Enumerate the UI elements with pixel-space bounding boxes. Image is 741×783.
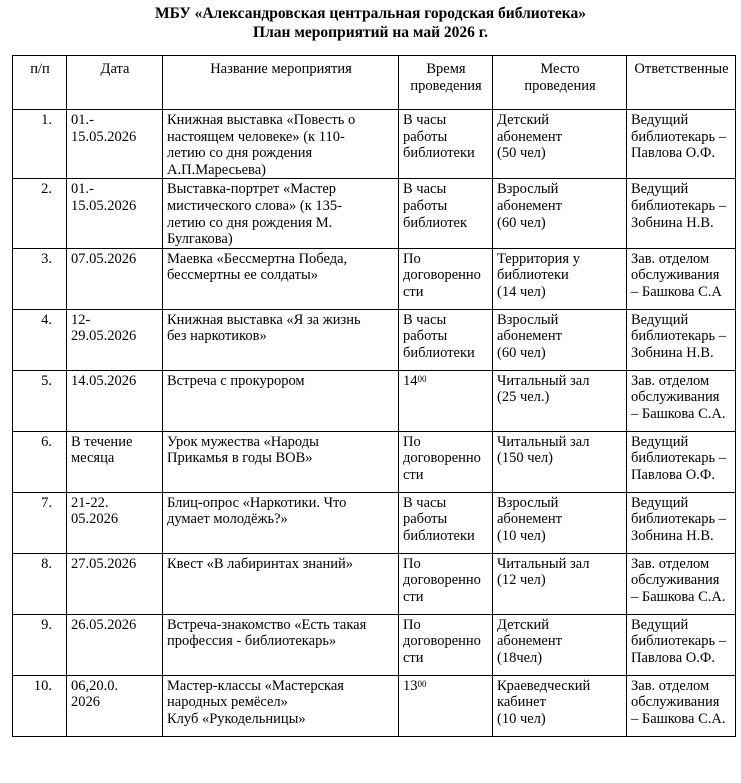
cell-event-name: Выставка-портрет «Мастер мистического слова» (к 135- летию со дня рождения М. Булгакова) [163,179,399,248]
plan-title: План мероприятий на май 2026 г. [253,24,488,41]
cell-place: Детский абонемент (18чел) [493,614,627,675]
cell-number: 6. [13,431,67,492]
cell-place: Читальный зал (25 чел.) [493,370,627,431]
cell-event-name: Встреча с прокурором [163,370,399,431]
cell-date: В течение месяца [67,431,163,492]
table-row [13,431,736,492]
table-row [13,675,736,736]
col-header-date: Дата [67,56,163,110]
cell-responsible: Ведущий библиотекарь – Зобнина Н.В. [627,492,736,553]
time-hours: 14 [403,372,418,389]
cell-time [399,675,493,736]
table-row [13,370,736,431]
time-minutes: 00 [417,678,427,689]
col-header-event-name: Название мероприятия [163,56,399,110]
cell-number: 10. [13,675,67,736]
cell-date: 06,20.0. 2026 [67,675,163,736]
cell-place: Взрослый абонемент (10 чел) [493,492,627,553]
cell-date: 14.05.2026 [67,370,163,431]
col-header-responsible: Ответственные [627,56,736,110]
col-header-number: п/п [13,56,67,110]
cell-time: По договоренно сти [399,431,493,492]
cell-date: 01.- 15.05.2026 [67,179,163,248]
cell-time: В часы работы библиотеки [399,110,493,179]
cell-number: 7. [13,492,67,553]
table-row [13,309,736,370]
cell-place: Взрослый абонемент (60 чел) [493,309,627,370]
cell-date: 27.05.2026 [67,553,163,614]
cell-date: 12- 29.05.2026 [67,309,163,370]
cell-number: 5. [13,370,67,431]
time-hours: 13 [403,677,418,694]
cell-event-name: Блиц-опрос «Наркотики. Что думает молодёжь?» [163,492,399,553]
events-table [12,55,736,737]
cell-event-name: Книжная выставка «Я за жизнь без наркотиков» [163,309,399,370]
cell-responsible: Зав. отделом обслуживания – Башкова С.А. [627,675,736,736]
cell-date: 26.05.2026 [67,614,163,675]
cell-time: В часы работы библиотеки [399,309,493,370]
cell-number: 1. [13,110,67,179]
cell-number: 9. [13,614,67,675]
cell-number: 4. [13,309,67,370]
cell-event-name: Урок мужества «Народы Прикамья в годы ВОВ» [163,431,399,492]
col-header-place: Место проведения [493,56,627,110]
cell-place: Детский абонемент (50 чел) [493,110,627,179]
cell-responsible: Зав. отделом обслуживания – Башкова С.А [627,248,736,309]
cell-event-name: Квест «В лабиринтах знаний» [163,553,399,614]
cell-time: По договоренно сти [399,248,493,309]
cell-responsible: Ведущий библиотекарь – Павлова О.Ф. [627,110,736,179]
cell-time: По договоренно сти [399,614,493,675]
cell-time: В часы работы библиотек [399,179,493,248]
cell-responsible: Ведущий библиотекарь – Павлова О.Ф. [627,614,736,675]
cell-event-name: Книжная выставка «Повесть о настоящем человеке» (к 110- летию со дня рождения А.П.Маресьева) [163,110,399,179]
cell-responsible: Ведущий библиотекарь – Павлова О.Ф. [627,431,736,492]
cell-number: 2. [13,179,67,248]
cell-number: 3. [13,248,67,309]
table-header-row [13,56,736,110]
cell-time [399,370,493,431]
table-row [13,553,736,614]
col-header-time: Время проведения [399,56,493,110]
cell-place: Краеведческий кабинет (10 чел) [493,675,627,736]
cell-date: 07.05.2026 [67,248,163,309]
cell-responsible: Зав. отделом обслуживания – Башкова С.А. [627,553,736,614]
cell-number: 8. [13,553,67,614]
table-row [13,110,736,179]
cell-event-name: Маевка «Бессмертна Победа, бессмертны ее солдаты» [163,248,399,309]
cell-event-name: Мастер-классы «Мастерская народных ремёсел» Клуб «Рукодельницы» [163,675,399,736]
table-row [13,179,736,248]
table-row [13,248,736,309]
cell-date: 21-22. 05.2026 [67,492,163,553]
cell-responsible: Ведущий библиотекарь – Зобнина Н.В. [627,309,736,370]
cell-responsible: Ведущий библиотекарь – Зобнина Н.В. [627,179,736,248]
cell-date: 01.- 15.05.2026 [67,110,163,179]
cell-place: Взрослый абонемент (60 чел) [493,179,627,248]
document-header [0,4,741,42]
cell-place: Читальный зал (150 чел) [493,431,627,492]
cell-time: По договоренно сти [399,553,493,614]
time-minutes: 00 [417,373,427,384]
cell-responsible: Зав. отделом обслуживания – Башкова С.А. [627,370,736,431]
cell-place: Территория у библиотеки (14 чел) [493,248,627,309]
cell-place: Читальный зал (12 чел) [493,553,627,614]
table-row [13,614,736,675]
org-title: МБУ «Александровская центральная городская библиотека» [155,5,586,22]
cell-event-name: Встреча-знакомство «Есть такая профессия - библиотекарь» [163,614,399,675]
cell-time: В часы работы библиотеки [399,492,493,553]
table-row [13,492,736,553]
